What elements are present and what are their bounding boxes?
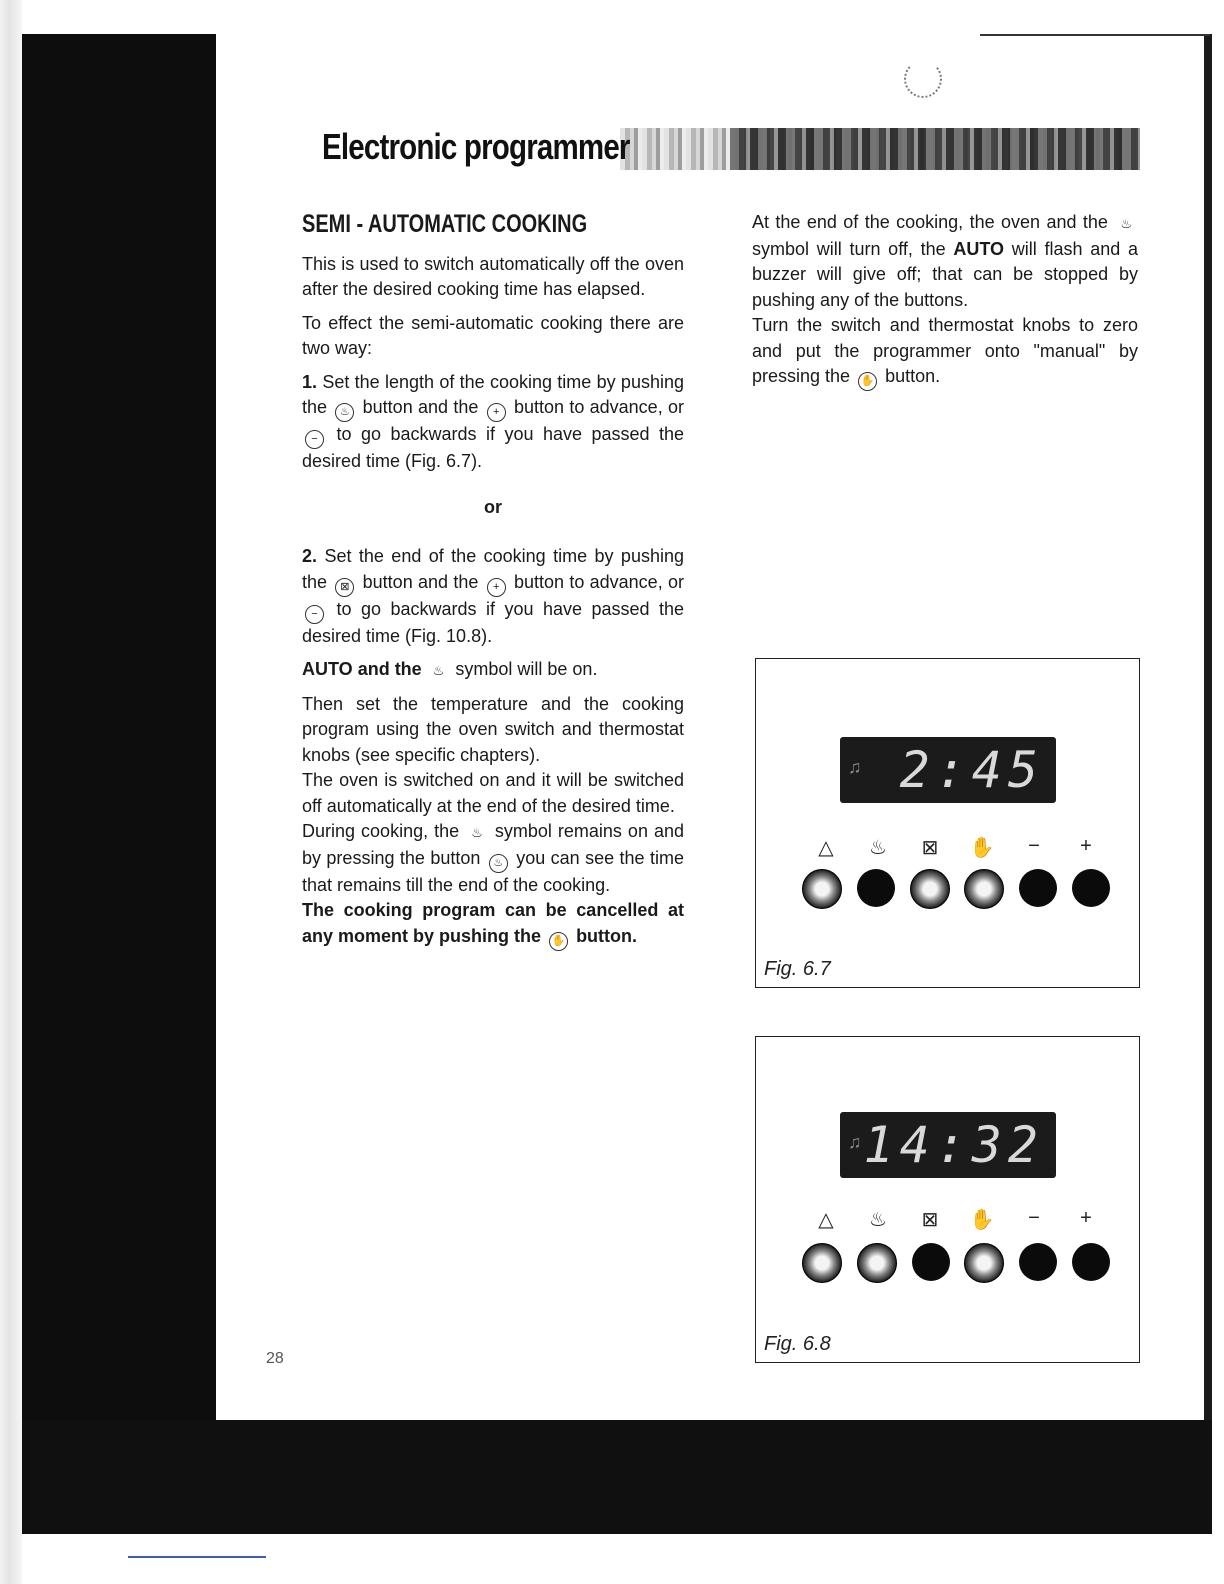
intro-paragraph: This is used to switch automatically off the oven after the desired cooking time has elapsed. (302, 253, 684, 299)
header-bar (620, 128, 1140, 170)
alarm-button (802, 1243, 842, 1283)
button-row (802, 869, 1110, 909)
section-title: SEMI - AUTOMATIC COOKING (302, 210, 588, 238)
plus-icon: + (1080, 835, 1092, 857)
alarm-button (802, 869, 842, 909)
button-labels (806, 1207, 1106, 1232)
button-labels (806, 835, 1106, 860)
alarm-icon: △ (818, 837, 834, 859)
cook-time-button (857, 869, 895, 907)
cook-time-icon: ♨ (335, 403, 354, 422)
minus-icon: − (305, 430, 324, 449)
cook-time-icon: ♨ (432, 663, 445, 678)
cook-time-icon: ♨ (1120, 216, 1132, 231)
page-title: Electronic programmer (322, 126, 630, 167)
right-page-edge (1204, 34, 1212, 1534)
end-time-button (912, 1243, 950, 1281)
left-column (302, 212, 684, 959)
bottom-shadow (22, 1420, 1212, 1534)
plus-icon: + (1080, 1207, 1092, 1229)
manual-icon: ✋ (858, 372, 877, 391)
end-paragraph: At the end of the cooking, the oven and the ♨ symbol will turn off, the AUTO will flash and a buzzer will give off; that can be stopped by pushing any of the buttons. (752, 212, 1138, 310)
then-paragraph: Then set the temperature and the cooking program using the oven switch and thermostat knobs (see specific chapters). (302, 693, 684, 765)
button-row (802, 1243, 1110, 1283)
alarm-icon: △ (818, 1209, 834, 1231)
bell-icon: ♫ (848, 757, 862, 777)
top-edge-line (980, 34, 1210, 36)
auto-paragraph: AUTO and the ♨ symbol will be on. (302, 657, 684, 684)
binder-shadow (22, 34, 216, 1534)
figure-6-8 (755, 1036, 1140, 1363)
end-time-icon: ⊠ (921, 1209, 939, 1231)
end-time-icon: ⊠ (335, 578, 354, 597)
manual-icon: ✋ (969, 837, 995, 859)
manual-icon: ✋ (549, 932, 568, 951)
during-paragraph: During cooking, the ♨ symbol remains on and by pressing the button ♨ you can see the time that remains till the end of the cooking. (302, 821, 685, 895)
minus-button (1019, 869, 1057, 907)
switched-paragraph: The oven is switched on and it will be switched off automatically at the end of the desired time. (302, 770, 684, 816)
plus-button (1072, 1243, 1110, 1281)
manual-icon: ✋ (969, 1209, 995, 1231)
cook-time-icon: ♨ (471, 825, 483, 840)
punch-hole-icon (904, 60, 942, 98)
or-separator: or (484, 496, 502, 517)
figure-6-7 (755, 658, 1140, 988)
programmer-display (840, 737, 1056, 803)
manual-button (964, 1243, 1004, 1283)
right-column (752, 210, 1138, 399)
cook-time-icon: ♨ (489, 854, 508, 873)
scan-edge (0, 0, 22, 1584)
end-time-button (910, 869, 950, 909)
turn-paragraph: Turn the switch and thermostat knobs to zero and put the programmer onto "manual" by pressing the ✋ button. (752, 313, 1138, 391)
minus-icon: − (1028, 835, 1040, 857)
cook-time-button (857, 1243, 897, 1283)
manual-button (964, 869, 1004, 909)
cook-time-icon: ♨ (869, 1209, 887, 1231)
minus-button (1019, 1243, 1057, 1281)
step-1-paragraph: 1. Set the length of the cooking time by pushing the ♨ button and the + button to advance, or − to go backwards if you have passed the desired time (Fig. 6.7). (302, 371, 684, 471)
ways-paragraph: To effect the semi-automatic cooking there are two way: (302, 312, 684, 358)
display-digits: 14:32 (863, 1116, 1044, 1174)
minus-icon: − (1028, 1207, 1040, 1229)
minus-icon: − (305, 605, 324, 624)
bell-icon: ♫ (848, 1132, 862, 1152)
step-2-paragraph: 2. Set the end of the cooking time by pushing the ⊠ button and the + button to advance, or − to go backwards if you have passed the desired time (Fig. 10.8). (302, 546, 684, 646)
plus-button (1072, 869, 1110, 907)
bottom-blue-line (128, 1556, 266, 1558)
plus-icon: + (487, 403, 506, 422)
cancel-paragraph: The cooking program can be cancelled at any moment by pushing the ✋ button. (302, 898, 684, 951)
plus-icon: + (487, 578, 506, 597)
page-number: 28 (266, 1350, 284, 1367)
cook-time-icon: ♨ (869, 837, 887, 859)
programmer-display (840, 1112, 1056, 1178)
figure-caption: Fig. 6.7 (764, 958, 831, 980)
figure-caption: Fig. 6.8 (764, 1333, 831, 1355)
end-time-icon: ⊠ (921, 837, 939, 859)
display-digits: 2:45 (899, 741, 1044, 799)
